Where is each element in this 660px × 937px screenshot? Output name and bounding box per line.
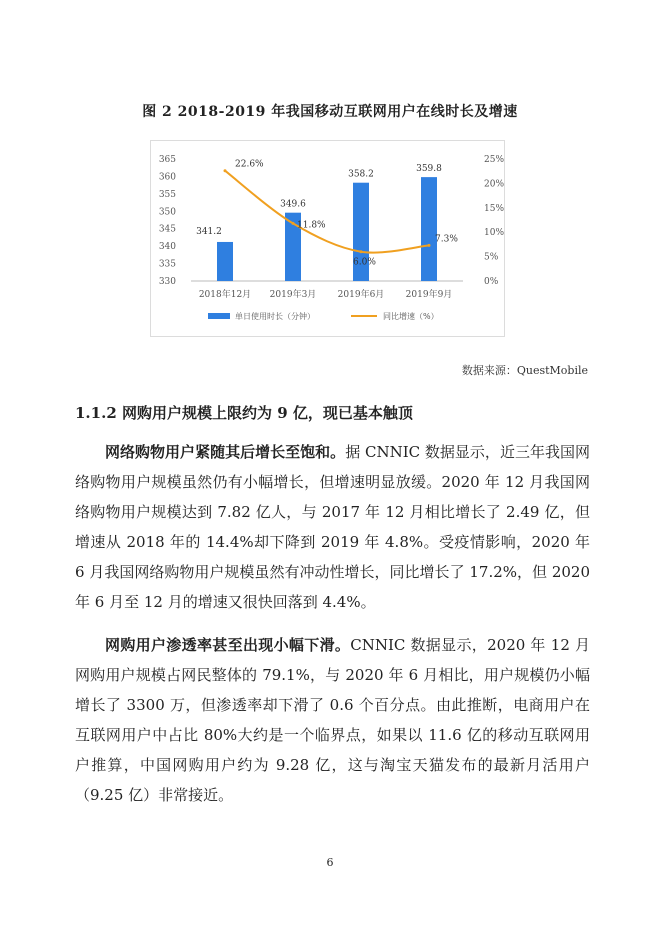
x-tick-label-2: 2019年6月 <box>337 290 385 300</box>
growth-value-label-2: 6.0% <box>353 257 376 268</box>
bar-3 <box>421 177 437 281</box>
y-left-tick-label: 365 <box>158 155 176 165</box>
legend-bar-swatch <box>208 313 230 319</box>
y-right-tick-label: 5% <box>484 252 499 263</box>
paragraph-2-body: CNNIC 数据显示，2020 年 12 月网购用户规模占网民整体的 79.1%，与 2020 年 6 月相比，用户规模仍小幅增长了 3300 万，但渗透率却下滑了 0.6 个百分点。由此推断，电商用户在互联网用户中占比 80%大约是一个临界点，如果以 11.6 亿的移动互联网用户推算，中国网购用户约为 9.28 亿，这与淘宝天猫发布的最新月活用户（9.25 亿）非常接近。 <box>75 636 590 804</box>
x-tick-label-0: 2018年12月 <box>198 290 252 300</box>
paragraph-2-lead: 网购用户渗透率甚至出现小幅下滑。 <box>105 636 351 654</box>
y-left-tick-label: 360 <box>158 172 176 183</box>
growth-point-2 <box>360 250 363 253</box>
y-left-tick-label: 355 <box>158 189 176 200</box>
paragraph-1 <box>75 437 590 617</box>
legend-bar-label: 单日使用时长（分钟） <box>235 312 315 321</box>
bar-value-label-1: 349.6 <box>280 199 306 210</box>
growth-point-3 <box>428 244 431 247</box>
bar-value-label-2: 358.2 <box>348 169 374 180</box>
bar-value-label-3: 359.8 <box>416 164 442 175</box>
y-right-tick-label: 10% <box>484 228 505 239</box>
bar-0 <box>217 242 233 281</box>
y-right-tick-label: 15% <box>484 203 505 214</box>
x-tick-label-1: 2019年3月 <box>269 290 317 300</box>
x-tick-label-3: 2019年9月 <box>405 290 453 300</box>
y-left-tick-label: 330 <box>158 277 176 287</box>
y-left-tick-label: 345 <box>158 224 176 235</box>
y-left-tick-label: 350 <box>158 207 176 218</box>
page-number: 6 <box>326 856 334 869</box>
y-right-tick-label: 20% <box>484 179 505 190</box>
paragraph-1-lead: 网络购物用户紧随其后增长至饱和。 <box>105 443 346 461</box>
y-right-tick-label: 0% <box>484 277 499 287</box>
data-source: 数据来源：QuestMobile <box>461 364 588 377</box>
paragraph-1-body: 据 CNNIC 数据显示，近三年我国网络购物用户规模虽然仍有小幅增长，但增速明显放缓。2020 年 12 月我国网络购物用户规模达到 7.82 亿人，与 2017 年 12 月相比增长了 2.49 亿，但增速从 2018 年的 14.4%却下降到 2019 年 4.8%。受疫情影响，2020 年 6 月我国网络购物用户规模虽然有冲动性增长，同比增长了 17.2%，但 2020 年 6 月至 12 月的增速又很快回落到 4.4%。 <box>75 443 590 611</box>
section-heading: 1.1.2 网购用户规模上限约为 9 亿，现已基本触顶 <box>75 404 413 422</box>
bar-value-label-0: 341.2 <box>196 226 222 237</box>
paragraph-2 <box>75 630 590 810</box>
legend-line-label: 同比增速（%） <box>383 312 439 321</box>
growth-point-0 <box>224 169 227 172</box>
growth-value-label-3: 7.3% <box>435 234 458 245</box>
y-right-tick-label: 25% <box>484 155 505 165</box>
chart-container <box>150 140 505 337</box>
growth-value-label-0: 22.6% <box>235 159 264 170</box>
growth-line <box>225 171 429 253</box>
figure-title: 图 2 2018-2019 年我国移动互联网用户在线时长及增速 <box>142 104 518 120</box>
usage-chart <box>151 141 506 338</box>
growth-value-label-1: 11.8% <box>297 220 326 231</box>
y-left-tick-label: 340 <box>158 242 176 253</box>
growth-point-1 <box>292 222 295 225</box>
y-left-tick-label: 335 <box>158 259 176 270</box>
